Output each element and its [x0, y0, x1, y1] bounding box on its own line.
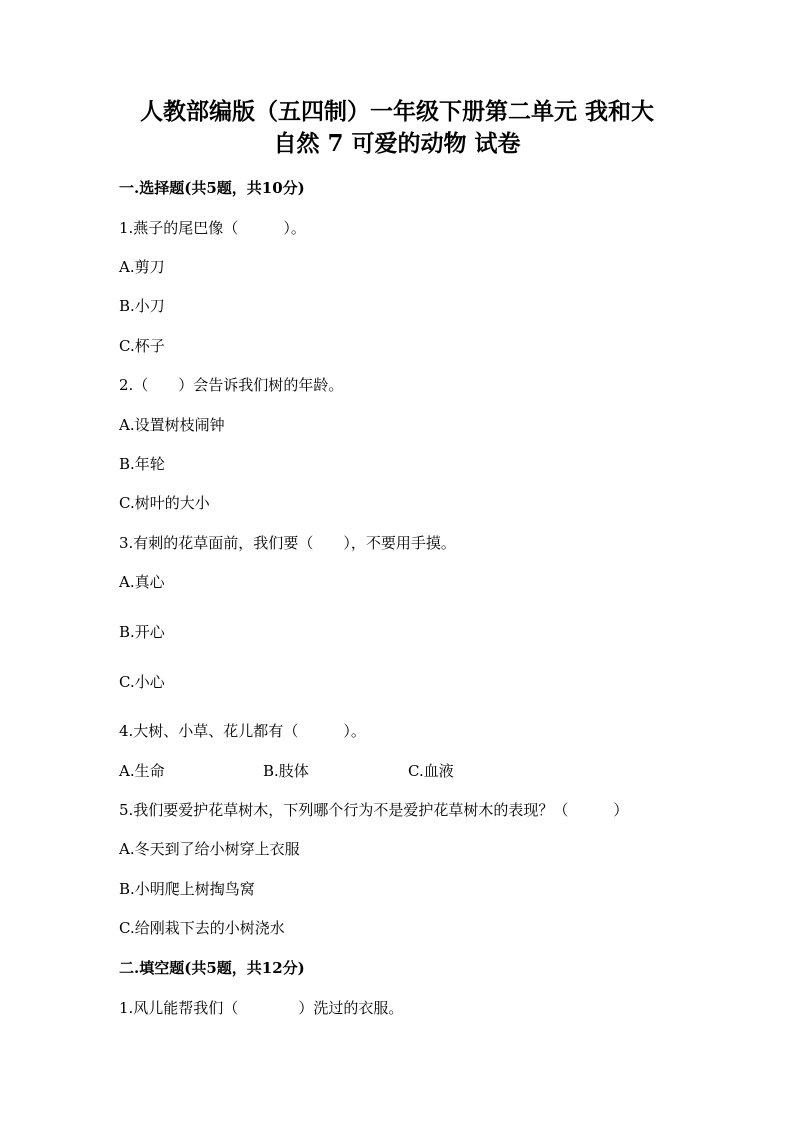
question-2-option-b: B.年轮 [119, 455, 165, 473]
question-5-option-b: B.小明爬上树掏鸟窝 [119, 880, 255, 898]
question-3-stem: 3.有刺的花草面前，我们要（ ），不要用手摸。 [119, 534, 456, 552]
fill-in-question-1-stem: 1.风儿能帮我们（ ）洗过的衣服。 [119, 999, 404, 1017]
question-3-option-c: C.小心 [119, 673, 165, 691]
question-2-option-c: C.树叶的大小 [119, 494, 210, 512]
question-5-option-c: C.给刚栽下去的小树浇水 [119, 919, 285, 937]
question-1-option-a: A.剪刀 [119, 258, 165, 276]
exam-title-line-2: 自然 7 可爱的动物 试卷 [273, 130, 521, 157]
question-3-option-a: A.真心 [119, 573, 165, 591]
question-2-stem: 2.（ ）会告诉我们树的年龄。 [119, 376, 344, 394]
question-4-option-a: A.生命 [119, 762, 165, 780]
question-1-stem: 1.燕子的尾巴像（ ）。 [119, 219, 306, 237]
question-4-option-b: B.肢体 [263, 762, 309, 780]
exam-title-line-1: 人教部编版（五四制）一年级下册第二单元 我和大 [139, 98, 654, 125]
question-3-option-b: B.开心 [119, 623, 165, 641]
question-4-stem: 4.大树、小草、花儿都有（ ）。 [119, 722, 366, 740]
section-heading-choice: 一.选择题(共5题，共10分) [119, 179, 305, 197]
question-1-option-b: B.小刀 [119, 297, 165, 315]
question-2-option-a: A.设置树枝闹钟 [119, 416, 225, 434]
question-5-stem: 5.我们要爱护花草树木，下列哪个行为不是爱护花草树木的表现？（ ） [119, 801, 629, 819]
section-heading-fill-in: 二.填空题(共5题，共12分) [119, 959, 305, 977]
question-5-option-a: A.冬天到了给小树穿上衣服 [119, 840, 300, 858]
question-1-option-c: C.杯子 [119, 337, 165, 355]
question-4-option-c: C.血液 [408, 762, 454, 780]
